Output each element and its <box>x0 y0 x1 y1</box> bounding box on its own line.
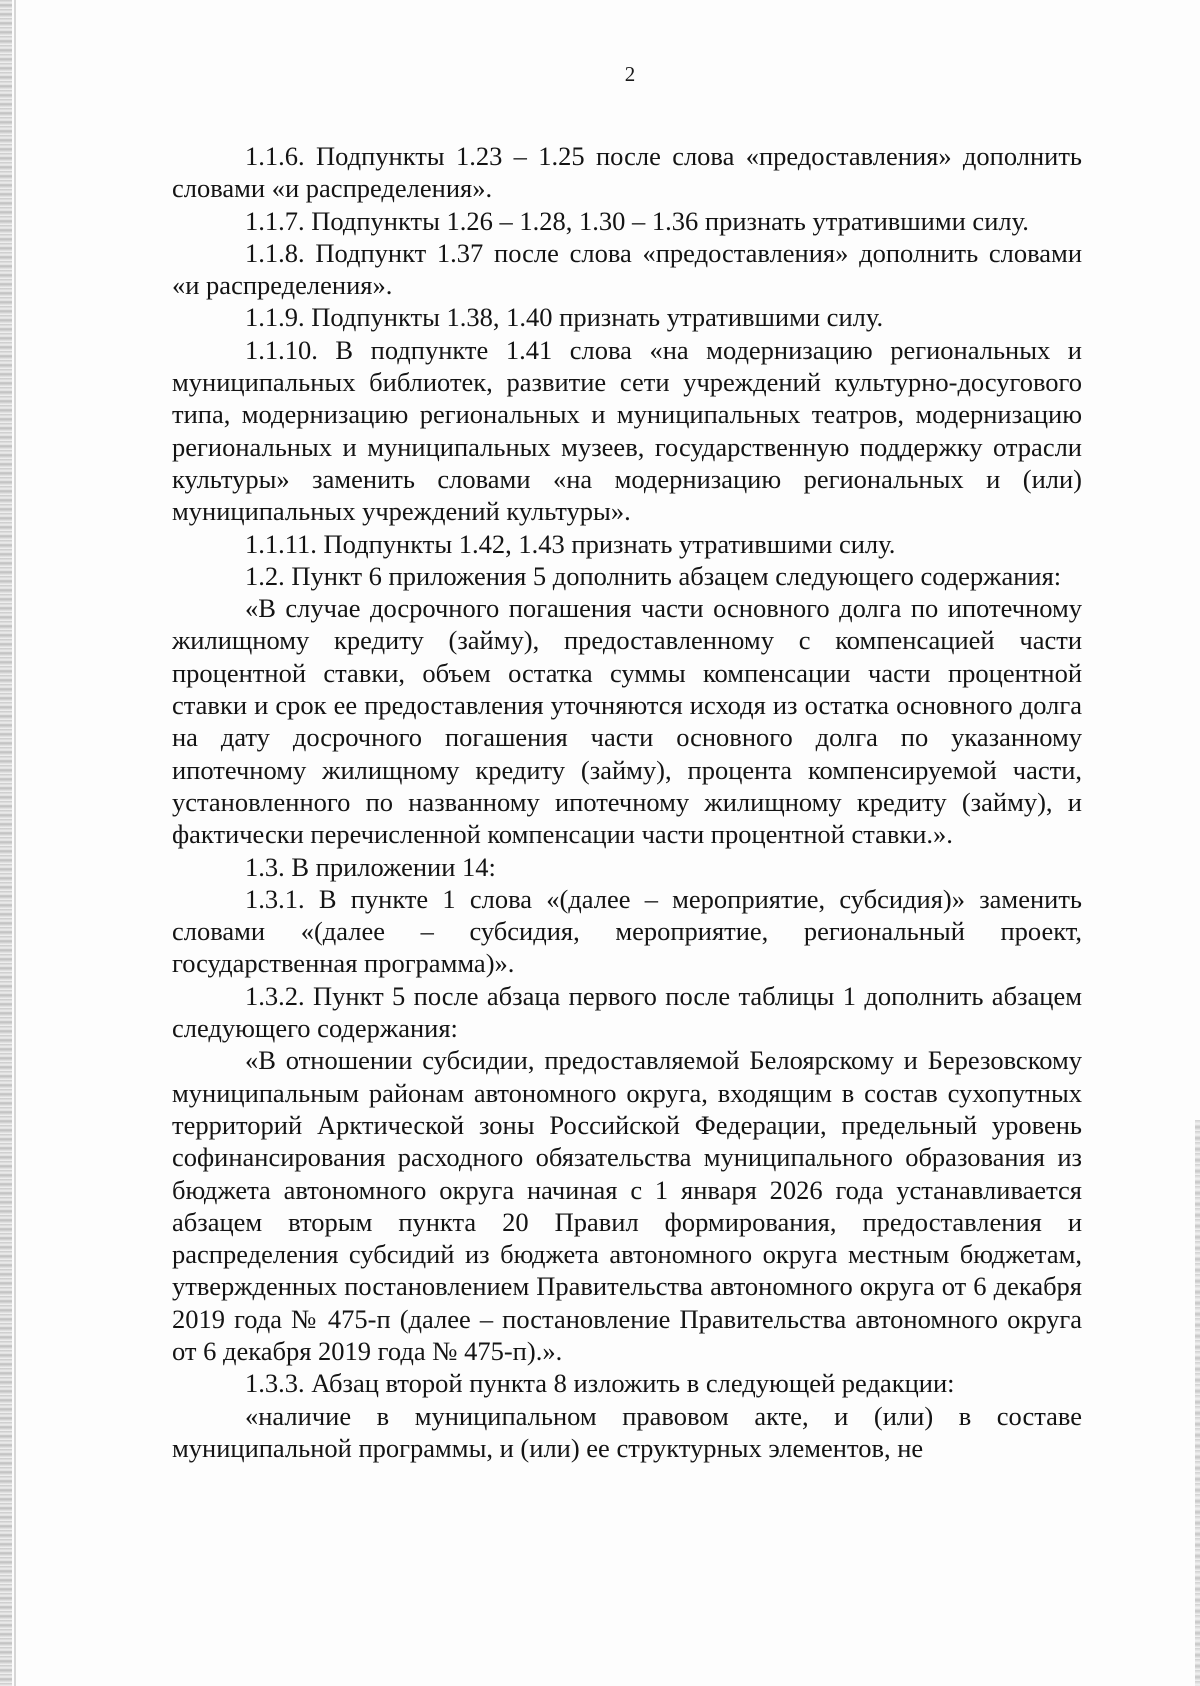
paragraph-1-1-8: 1.1.8. Подпункт 1.37 после слова «предоставления» дополнить словами «и распределения». <box>172 237 1082 301</box>
scan-binding-line <box>14 0 16 1686</box>
scan-right-edge <box>1195 1120 1200 1686</box>
document-body <box>172 140 1082 1464</box>
paragraph-quote-mortgage: «В случае досрочного погашения части основного долга по ипотечному жилищному кредиту (займу), предоставленному с компенсацией части процентной ставки, объем остатка суммы компенсации части процентной ставки и срок ее предоставления уточняются исходя из остатка основного долга на дату досрочного погашения части основного долга по указанному ипотечному жилищному кредиту (займу), процента компенсируемой части, установленного по названному ипотечному жилищному кредиту (займу), и фактически перечисленной компенсации части процентной ставки.». <box>172 593 1082 850</box>
paragraph-1-3-1: 1.3.1. В пункте 1 слова «(далее – мероприятие, субсидия)» заменить словами «(далее – субсидия, мероприятие, региональный проект, государственная программа)». <box>172 883 1082 979</box>
paragraph-quote-municipal: «наличие в муниципальном правовом акте, и (или) в составе муниципальной программы, и (или) ее структурных элементов, не <box>172 1400 1082 1463</box>
paragraph-1-1-10: 1.1.10. В подпункте 1.41 слова «на модернизацию региональных и муниципальных библиотек, развитие сети учреждений культурно-досугового типа, модернизацию региональных и муниципальных театров, модернизацию региональных и муниципальных музеев, государственную поддержку отрасли культуры» заменить словами «на модернизацию региональных и (или) муниципальных учреждений культуры». <box>172 334 1082 527</box>
paragraph-1-1-6: 1.1.6. Подпункты 1.23 – 1.25 после слова «предоставления» дополнить словами «и распределения». <box>172 141 1082 204</box>
paragraph-1-3-3: 1.3.3. Абзац второй пункта 8 изложить в следующей редакции: <box>245 1368 955 1399</box>
paragraph-1-1-11: 1.1.11. Подпункты 1.42, 1.43 признать утратившими силу. <box>245 528 896 559</box>
paragraph-1-2: 1.2. Пункт 6 приложения 5 дополнить абзацем следующего содержания: <box>245 560 1062 591</box>
paragraph-1-3: 1.3. В приложении 14: <box>245 851 496 882</box>
page-number: 2 <box>624 62 636 86</box>
paragraph-quote-subsidy: «В отношении субсидии, предоставляемой Белоярскому и Березовскому муниципальным районам автономного округа, входящим в состав сухопутных территорий Арктической зоны Российской Федерации, предельный уровень софинансирования расходного обязательства муниципального образования из бюджета автономного округа начиная с 1 января 2026 года устанавливается абзацем вторым пункта 20 Правил формирования, предоставления и распределения субсидий из бюджета автономного округа местным бюджетам, утвержденных постановлением Правительства автономного округа от 6 декабря 2019 года № 475-п (далее – постановление Правительства автономного округа от 6 декабря 2019 года № 475-п).». <box>172 1045 1082 1366</box>
paragraph-1-1-9: 1.1.9. Подпункты 1.38, 1.40 признать утратившими силу. <box>245 302 884 333</box>
paragraph-1-3-2: 1.3.2. Пункт 5 после абзаца первого после таблицы 1 дополнить абзацем следующего содержания: <box>172 980 1082 1044</box>
paragraph-1-1-7: 1.1.7. Подпункты 1.26 – 1.28, 1.30 – 1.36 признать утратившими силу. <box>245 205 1029 236</box>
scan-binding-edge <box>0 0 12 1686</box>
